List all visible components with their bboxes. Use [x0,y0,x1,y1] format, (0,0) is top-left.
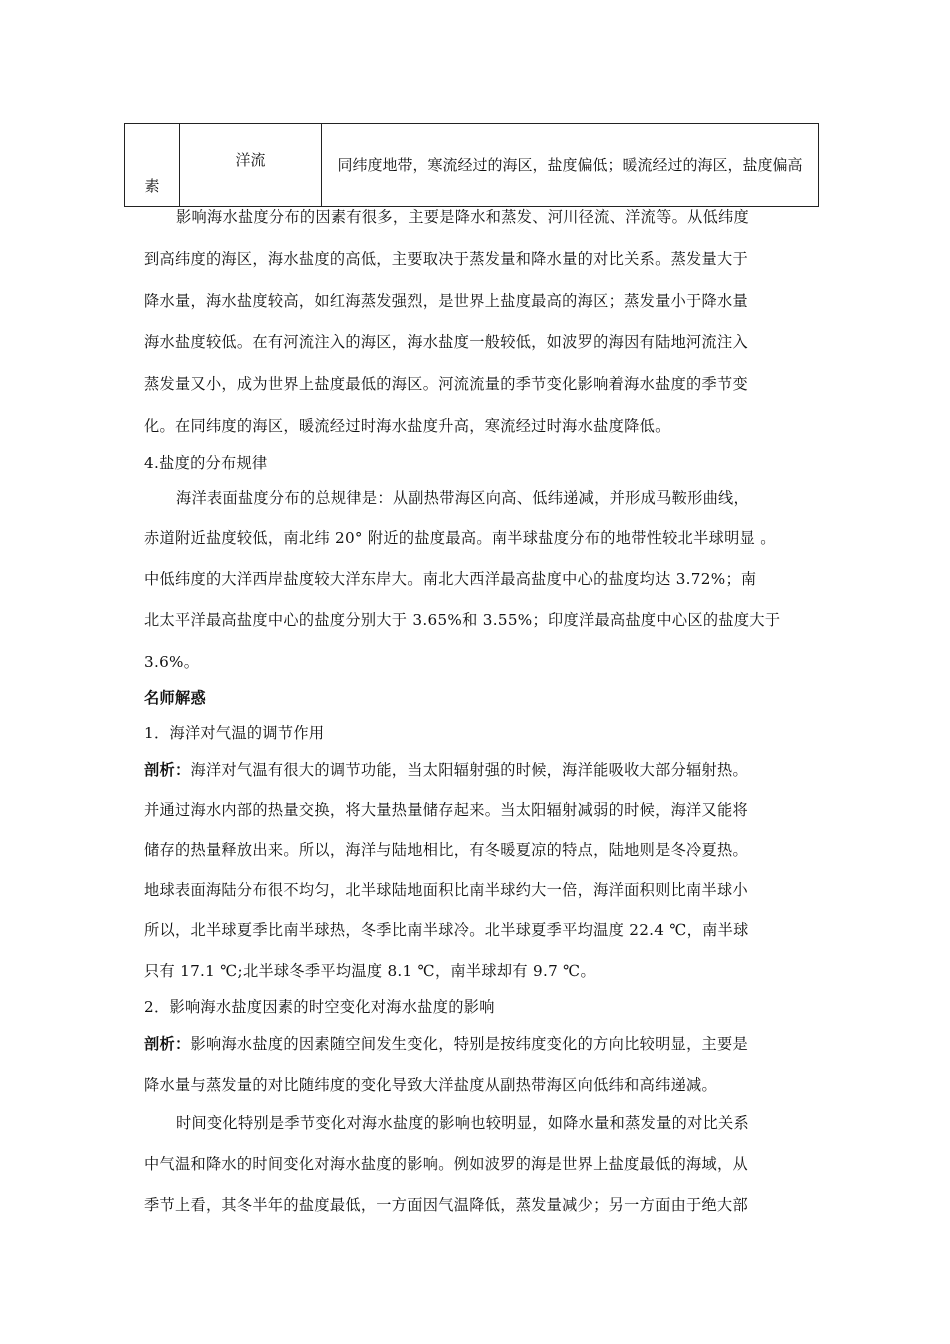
paragraph-line: 3.6%。 [144,653,200,671]
paragraph-line: 降水量与蒸发量的对比随纬度的变化导致大洋盐度从副热带海区向低纬和高纬递减。 [144,1076,718,1094]
paragraph-line: 中低纬度的大洋西岸盐度较大洋东岸大。南北大西洋最高盐度中心的盐度均达 3.72%；南 [144,570,757,588]
analysis-text: 海洋对气温有很大的调节功能，当太阳辐射强的时候，海洋能吸收大部分辐射热。 [190,761,749,779]
paragraph-line: 到高纬度的海区，海水盐度的高低，主要取决于蒸发量和降水量的对比关系。蒸发量大于 [144,250,749,268]
analysis-paragraph-line [144,1033,748,1054]
table-row [125,124,819,207]
paragraph-line: 地球表面海陆分布很不均匀，北半球陆地面积比南半球约大一倍，海洋面积则比南半球小 [144,881,749,899]
analysis-label: 剖析： [144,761,191,779]
question-heading: 1．海洋对气温的调节作用 [144,724,325,742]
paragraph-line: 赤道附近盐度较低，南北纬 20° 附近的盐度最高。南半球盐度分布的地带性较北半球明显 。 [144,529,776,547]
section-heading: 4.盐度的分布规律 [144,454,268,472]
paragraph-line: 中气温和降水的时间变化对海水盐度的影响。例如波罗的海是世界上盐度最低的海域，从 [144,1155,749,1173]
section-title: 名师解惑 [144,689,206,707]
paragraph-line: 化。在同纬度的海区，暖流经过时海水盐度升高，寒流经过时海水盐度降低。 [144,417,671,435]
table-cell-description: 同纬度地带，寒流经过的海区，盐度偏低；暖流经过的海区，盐度偏高 [322,124,819,207]
paragraph-line: 并通过海水内部的热量交换，将大量热量储存起来。当太阳辐射减弱的时候，海洋又能将 [144,801,749,819]
table-cell-factor: 洋流 [180,124,322,207]
paragraph-line: 季节上看，其冬半年的盐度最低，一方面因气温降低，蒸发量减少；另一方面由于绝大部 [144,1196,749,1214]
paragraph-line: 海洋表面盐度分布的总规律是：从副热带海区向高、低纬递减，并形成马鞍形曲线， [176,489,750,507]
analysis-label: 剖析： [144,1035,191,1053]
paragraph-line: 海水盐度较低。在有河流注入的海区，海水盐度一般较低，如波罗的海因有陆地河流注入 [144,333,749,351]
paragraph-line: 只有 17.1 ℃;北半球冬季平均温度 8.1 ℃，南半球却有 9.7 ℃。 [144,962,596,980]
analysis-paragraph-line [144,759,748,780]
salinity-factor-table [124,123,819,207]
paragraph-line: 影响海水盐度分布的因素有很多，主要是降水和蒸发、河川径流、洋流等。从低纬度 [176,208,750,226]
paragraph-line: 储存的热量释放出来。所以，海洋与陆地相比，有冬暖夏凉的特点，陆地则是冬冷夏热。 [144,841,749,859]
paragraph-line: 北太平洋最高盐度中心的盐度分别大于 3.65%和 3.55%；印度洋最高盐度中心区的盐度大于 [144,611,781,629]
table-cell-category: 素 [125,124,180,207]
analysis-text: 影响海水盐度的因素随空间发生变化，特别是按纬度变化的方向比较明显，主要是 [190,1035,749,1053]
paragraph-line: 所以，北半球夏季比南半球热，冬季比南半球冷。北半球夏季平均温度 22.4 ℃，南半球 [144,921,749,939]
question-heading: 2．影响海水盐度因素的时空变化对海水盐度的影响 [144,998,495,1016]
paragraph-line: 蒸发量又小，成为世界上盐度最低的海区。河流流量的季节变化影响着海水盐度的季节变 [144,375,749,393]
paragraph-line: 降水量，海水盐度较高，如红海蒸发强烈，是世界上盐度最高的海区；蒸发量小于降水量 [144,292,749,310]
paragraph-line: 时间变化特别是季节变化对海水盐度的影响也较明显，如降水量和蒸发量的对比关系 [176,1114,750,1132]
